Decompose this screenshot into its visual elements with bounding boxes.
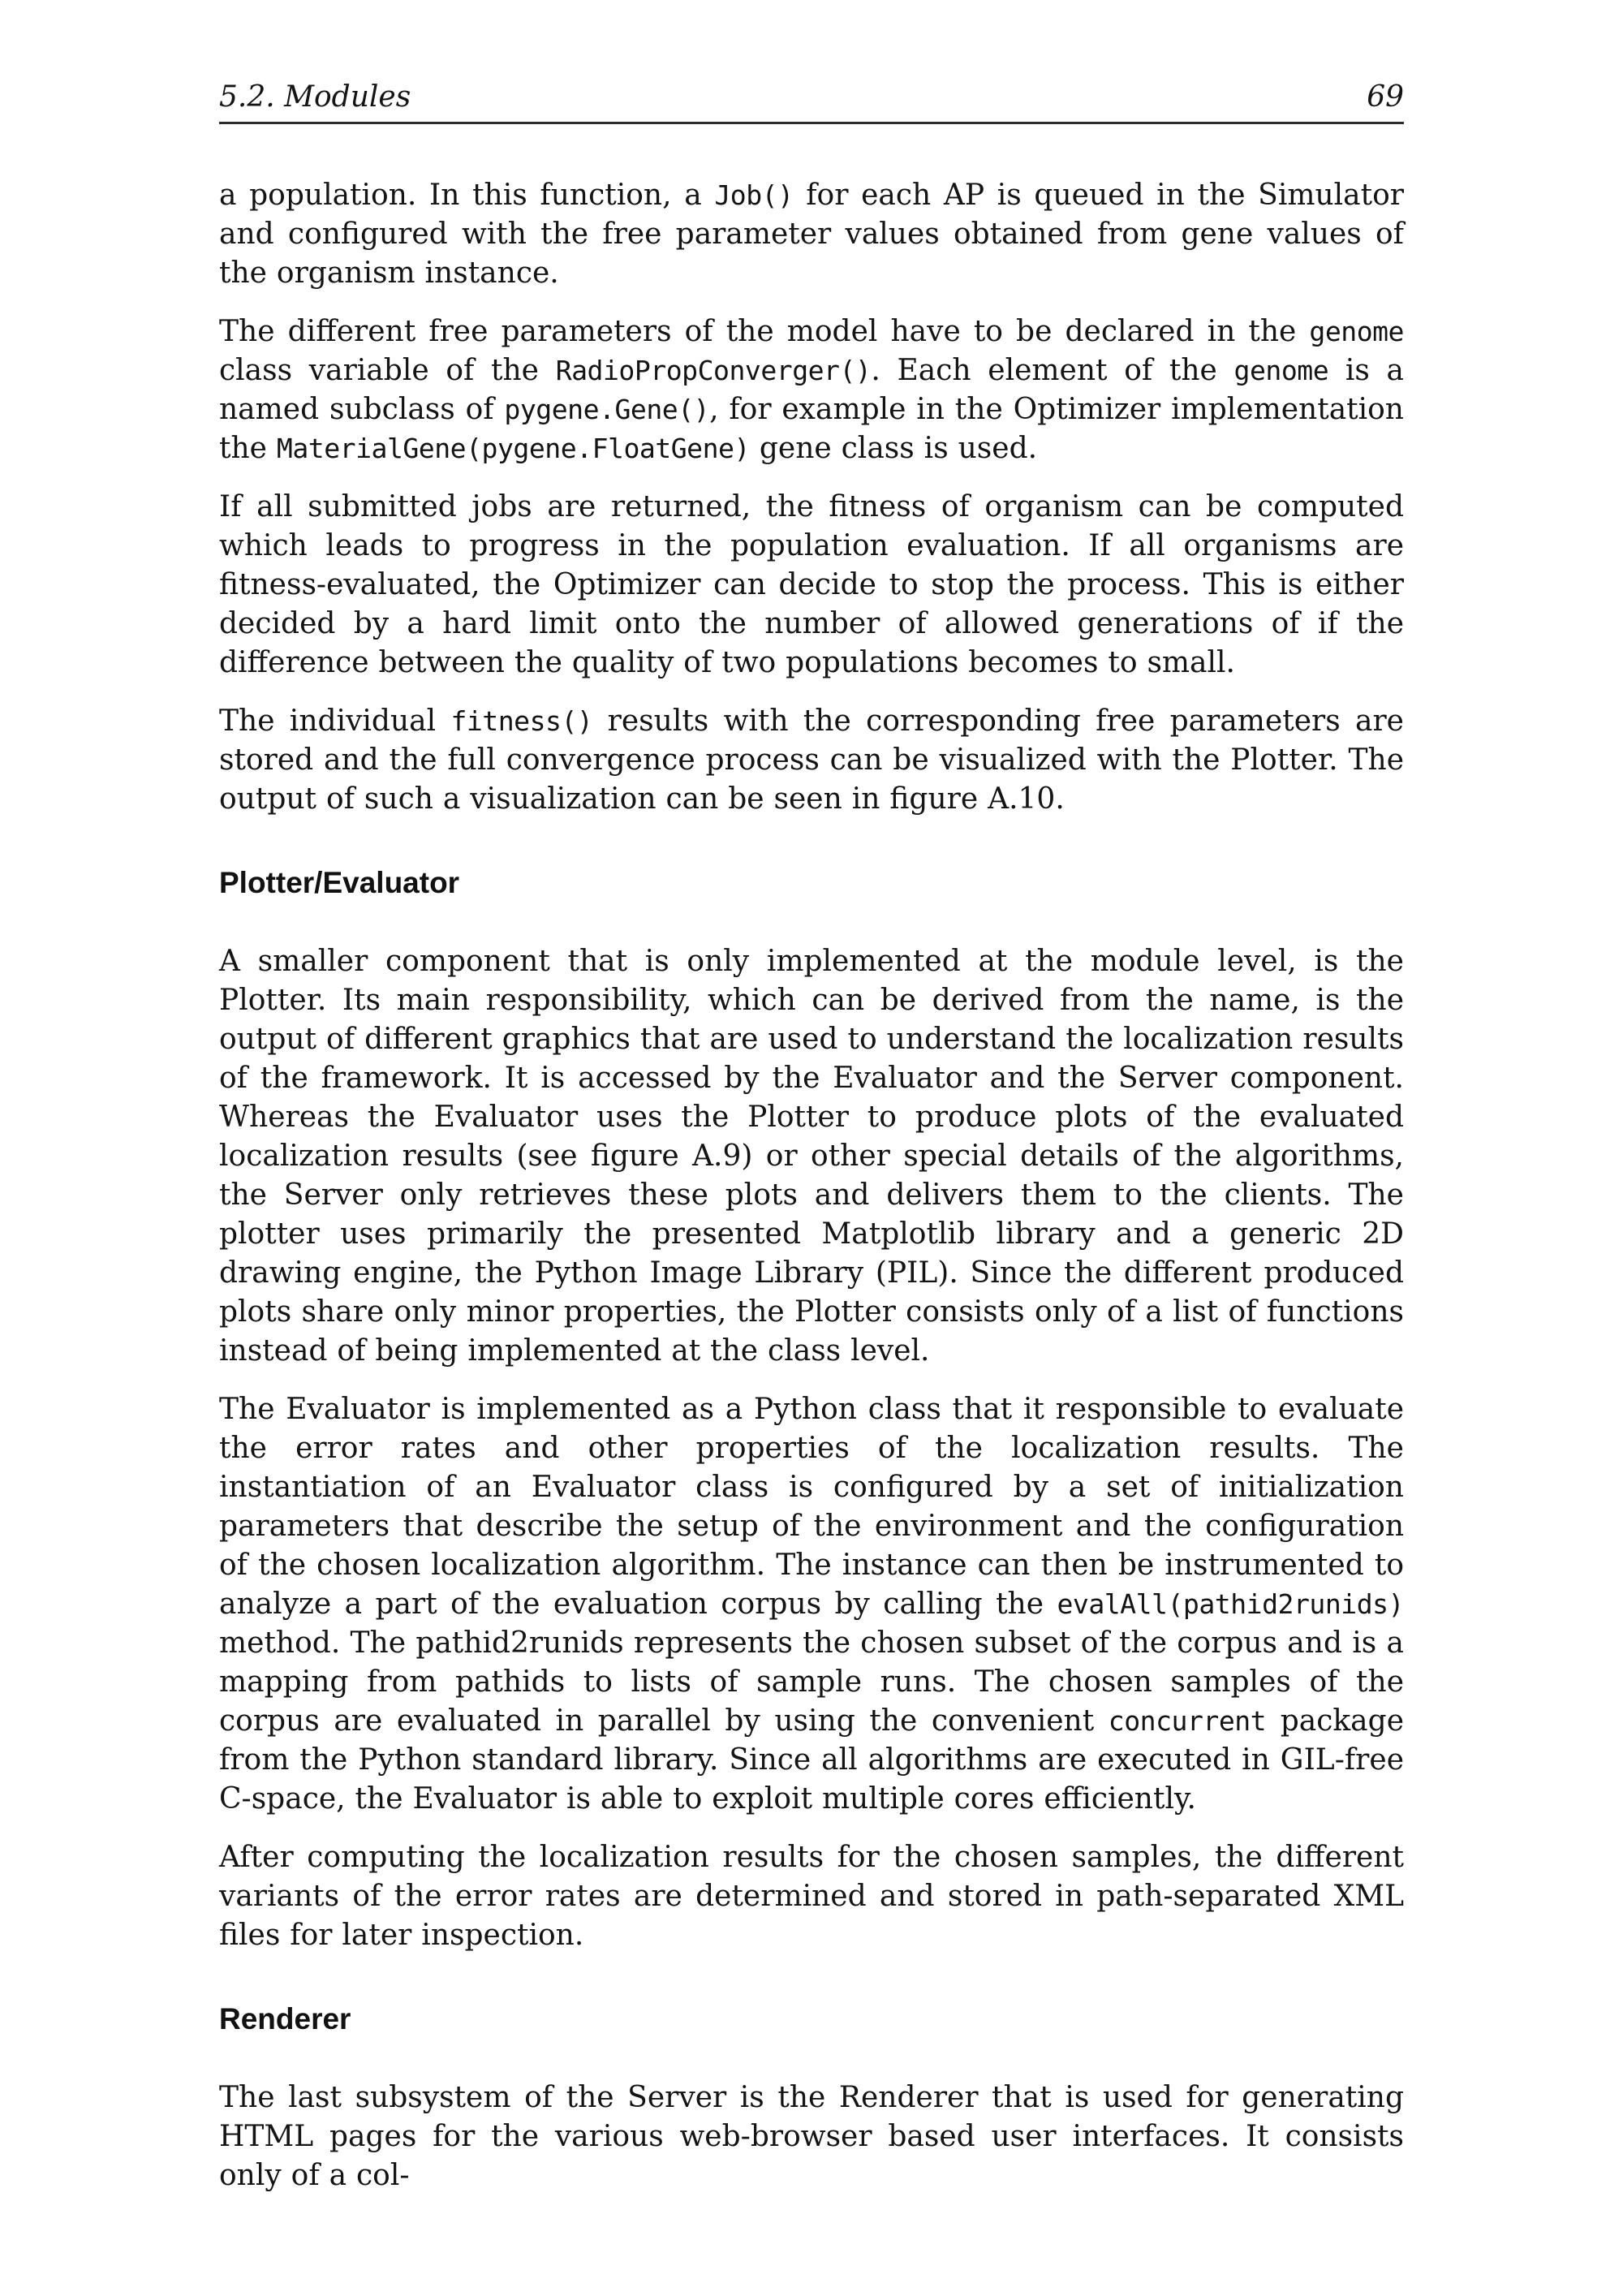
text-run: package from the Python standard library. Since all algorithms are executed in GIL-free C-space, the Evaluator is able to exploit multiple cores efficiently.	[219, 1704, 1404, 1816]
inline-code: RadioPropConverger()	[555, 355, 872, 386]
text-run: method. The pathid2runids represents the chosen subset of the corpus and is a mapping from pathids to lists of sample runs. The chosen samples of the corpus are evaluated in parallel by using the convenient	[219, 1626, 1404, 1738]
running-head	[219, 81, 1404, 114]
header-rule	[219, 122, 1404, 124]
text-run: for each AP is queued in the Simulator and configured with the free parameter values obtained from gene values of the organism instance.	[219, 179, 1404, 290]
inline-code: pygene.Gene()	[504, 394, 710, 425]
inline-code: genome	[1233, 355, 1329, 386]
text-run: . Each element of the	[871, 354, 1234, 387]
text-run: After computing the localization results for the chosen samples, the different variants of the error rates are determined and stored in path-separated XML files for later inspection.	[219, 1841, 1404, 1952]
text-run: is a named subclass of	[219, 354, 1404, 426]
text-run: If all submitted jobs are returned, the fitness of organism can be computed which leads to progress in the population evaluation. If all organisms are fitness-evaluated, the Optimizer can decide to stop the process. This is either decided by a hard limit onto the number of allowed generations of if the difference between the quality of two populations becomes to small.	[219, 490, 1404, 679]
paragraph-population-job	[219, 176, 1404, 293]
paragraph-fitness-results	[219, 702, 1404, 819]
text-run: a population. In this function, a	[219, 179, 715, 212]
section-heading-plotter-evaluator: Plotter/Evaluator	[219, 866, 460, 899]
paragraph-renderer-intro	[219, 2078, 1404, 2195]
paragraph-error-rates-storage	[219, 1838, 1404, 1955]
paragraph-fitness-computation	[219, 488, 1404, 683]
running-head-page-number: 69	[1367, 80, 1404, 114]
paragraph-evaluator-implementation	[219, 1390, 1404, 1819]
text-run: class variable of the	[219, 354, 556, 387]
text-run: The last subsystem of the Server is the Renderer that is used for generating HTML pages for the various web-browser based user interfaces. It consists only of a col-	[219, 2081, 1404, 2192]
text-run: The Evaluator is implemented as a Python class that it responsible to evaluate the error rates and other properties of the localization results. The instantiation of an Evaluator class is configured by a set of initialization parameters that describe the setup of the environment and the configuration of the chosen localization algorithm. The instance can then be instrumented to analyze a part of the evaluation corpus by calling the	[219, 1393, 1404, 1621]
running-head-section: 5.2. Modules	[219, 80, 411, 114]
inline-code: concurrent	[1108, 1705, 1267, 1737]
section-heading-renderer: Renderer	[219, 2002, 351, 2035]
text-run: gene class is used.	[749, 432, 1038, 465]
text-run: results with the corresponding free parameters are stored and the full convergence process can be visualized with the Plotter. The output of such a visualization can be seen in figure A.10.	[219, 704, 1404, 816]
text-block	[219, 0, 1404, 2195]
inline-code: evalAll(pathid2runids)	[1057, 1588, 1404, 1620]
inline-code: fitness()	[450, 705, 593, 737]
text-run: The different free parameters of the model have to be declared in the	[219, 315, 1310, 348]
text-run: The individual	[219, 704, 451, 738]
inline-code: Job()	[714, 179, 794, 211]
inline-code: genome	[1309, 316, 1404, 347]
text-run: , for example in the Optimizer implementation the	[219, 393, 1404, 465]
paragraph-plotter-overview	[219, 942, 1404, 1371]
text-run: A smaller component that is only implemented at the module level, is the Plotter. Its main responsibility, which can be derived from the name, is the output of different graphics that are used to understand the localization results of the framework. It is accessed by the Evaluator and the Server component. Whereas the Evaluator uses the Plotter to produce plots of the evaluated localization results (see figure A.9) or other special details of the algorithms, the Server only retrieves these plots and delivers them to the clients. The plotter uses primarily the presented Matplotlib library and a generic 2D drawing engine, the Python Image Library (PIL). Since the different produced plots share only minor properties, the Plotter consists only of a list of functions instead of being implemented at the class level.	[219, 945, 1404, 1368]
paragraph-free-parameters	[219, 312, 1404, 468]
inline-code: MaterialGene(pygene.FloatGene)	[276, 433, 750, 464]
